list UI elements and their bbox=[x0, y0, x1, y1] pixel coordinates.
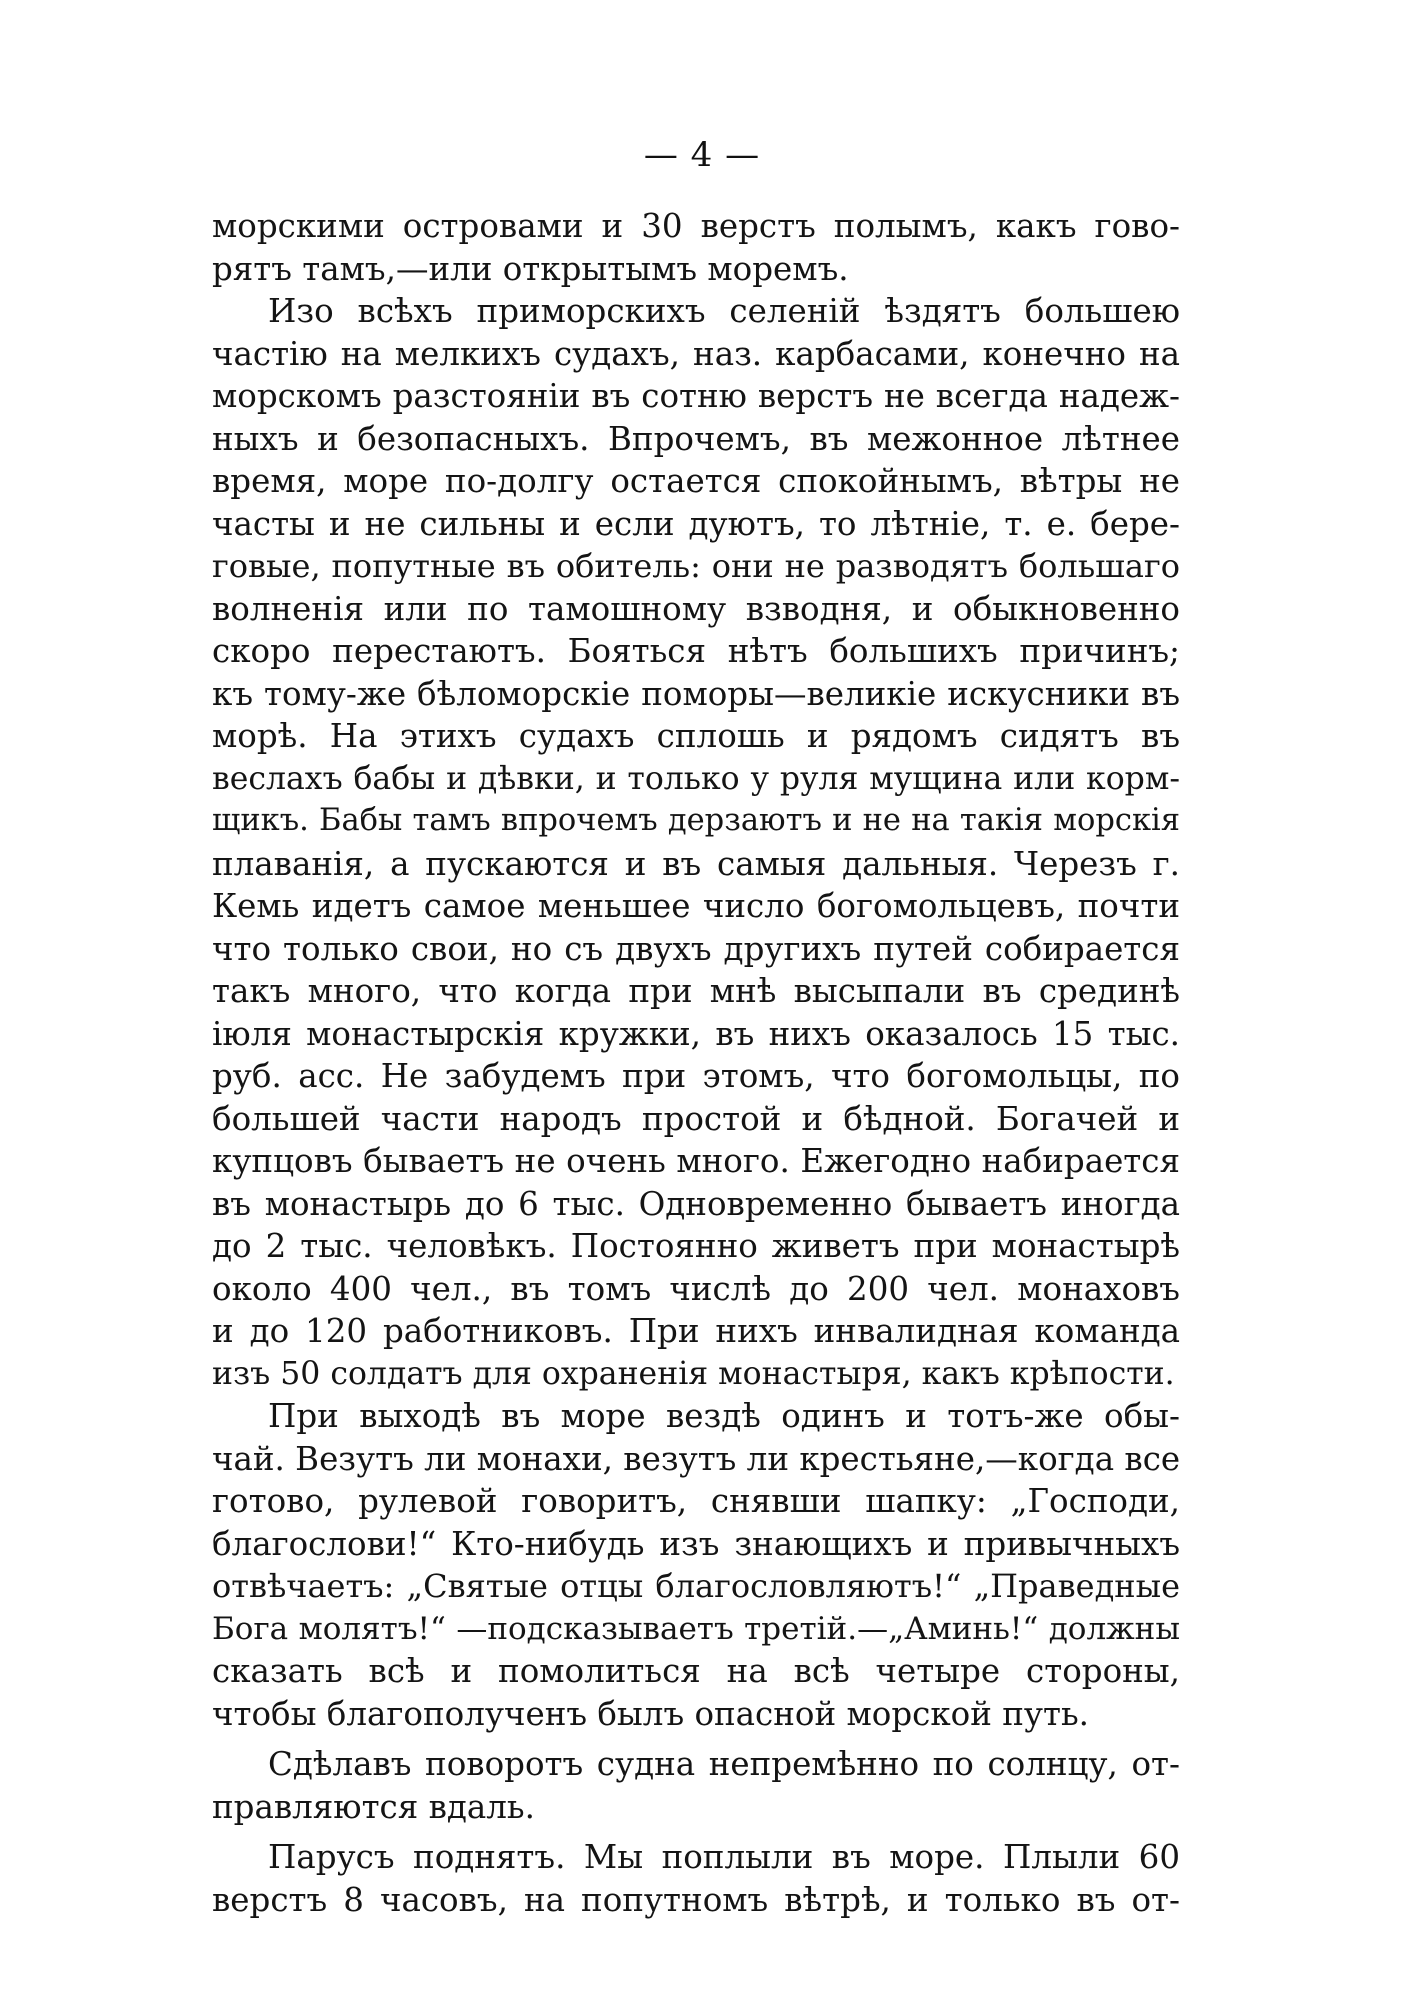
text-line: такъ много, что когда при мнѣ высыпали въ срединѣ bbox=[212, 972, 1180, 1010]
text-line: сказать всѣ и помолиться на всѣ четыре стороны, bbox=[212, 1652, 1180, 1690]
text-line: При выходѣ въ море вездѣ одинъ и тотъ-же обы- bbox=[268, 1397, 1180, 1435]
text-line: купцовъ бываетъ не очень много. Ежегодно набирается bbox=[212, 1142, 1180, 1180]
text-line: плаванiя, а пускаются и въ самыя дальныя. Черезъ г. bbox=[212, 844, 1180, 883]
text-line: скоро перестаютъ. Бояться нѣтъ большихъ причинъ; bbox=[212, 632, 1180, 670]
text-line: около 400 чел., въ томъ числѣ до 200 чел. монаховъ bbox=[212, 1269, 1180, 1308]
text-line: чтобы благополученъ былъ опасной морской путь. bbox=[212, 1694, 1089, 1733]
text-line: отвѣчаетъ: „Святые отцы благословляютъ!“ „Праведные bbox=[212, 1567, 1180, 1605]
text-line: морѣ. На этихъ судахъ сплошь и рядомъ сидятъ въ bbox=[212, 717, 1180, 755]
text-line: волненiя или по тамошному взводня, и обыкновенно bbox=[212, 589, 1180, 628]
text-line: время, море по-долгу остается спокойнымъ, вѣтры не bbox=[212, 462, 1180, 500]
body-text bbox=[212, 205, 1180, 1921]
text-line: Бога молятъ!“ —подсказываетъ третiй.—„Аминь!“ должны bbox=[212, 1610, 1180, 1647]
text-line: готово, рулевой говоритъ, снявши шапку: „Господи, bbox=[212, 1482, 1180, 1520]
text-line: Кемь идетъ самое меньшее число богомольцевъ, почти bbox=[212, 887, 1180, 925]
text-line: большей части народъ простой и бѣдной. Богачей и bbox=[212, 1099, 1180, 1138]
text-line: щикъ. Бабы тамъ впрочемъ дерзаютъ и не на такiя морскiя bbox=[212, 803, 1180, 838]
text-line: iюля монастырскiя кружки, въ нихъ оказалось 15 тыс. bbox=[212, 1014, 1180, 1053]
text-line: частiю на мелкихъ судахъ, наз. карбасами, конечно на bbox=[212, 334, 1180, 373]
text-line: къ тому-же бѣломорскiе поморы—великiе искусники въ bbox=[212, 674, 1180, 713]
text-line: верстъ 8 часовъ, на попутномъ вѣтрѣ, и только въ от- bbox=[212, 1880, 1180, 1919]
text-line: руб. асс. Не забудемъ при этомъ, что богомольцы, по bbox=[212, 1057, 1180, 1095]
text-line: что только свои, но съ двухъ другихъ путей собирается bbox=[212, 929, 1180, 968]
text-line: изъ 50 солдатъ для охраненiя монастыря, какъ крѣпости. bbox=[212, 1355, 1175, 1392]
text-line: рятъ тамъ,—или открытымъ моремъ. bbox=[212, 249, 849, 288]
text-line: часты и не сильны и если дуютъ, то лѣтнiе, т. е. бере- bbox=[212, 504, 1180, 543]
text-line: до 2 тыс. человѣкъ. Постоянно живетъ при монастырѣ bbox=[212, 1227, 1180, 1265]
text-line: веслахъ бабы и дѣвки, и только у руля мущина или корм- bbox=[212, 760, 1180, 797]
text-line: морскомъ разстоянiи въ сотню верстъ не всегда надеж- bbox=[212, 377, 1180, 415]
text-line: въ монастырь до 6 тыс. Одновременно бываетъ иногда bbox=[212, 1184, 1180, 1223]
text-line: чай. Везутъ ли монахи, везутъ ли крестьяне,—когда все bbox=[212, 1439, 1180, 1478]
text-line: благослови!“ Кто-нибудь изъ знающихъ и привычныхъ bbox=[212, 1524, 1180, 1563]
text-line: Изо всѣхъ приморскихъ селенiй ѣздятъ большею bbox=[268, 292, 1180, 330]
text-line: ныхъ и безопасныхъ. Впрочемъ, въ межонное лѣтнее bbox=[212, 419, 1180, 458]
text-line: правляются вдаль. bbox=[212, 1787, 535, 1826]
text-line: Парусъ поднятъ. Мы поплыли въ море. Плыли 60 bbox=[268, 1838, 1180, 1876]
text-line: говые, попутные въ обитель: они не разводятъ большаго bbox=[212, 547, 1180, 585]
text-line: морскими островами и 30 верстъ полымъ, какъ гово- bbox=[212, 207, 1180, 245]
text-line: и до 120 работниковъ. При нихъ инвалидная команда bbox=[212, 1312, 1180, 1350]
page-number: — 4 — bbox=[643, 135, 761, 175]
text-line: Сдѣлавъ поворотъ судна непремѣнно по солнцу, от- bbox=[268, 1745, 1180, 1783]
